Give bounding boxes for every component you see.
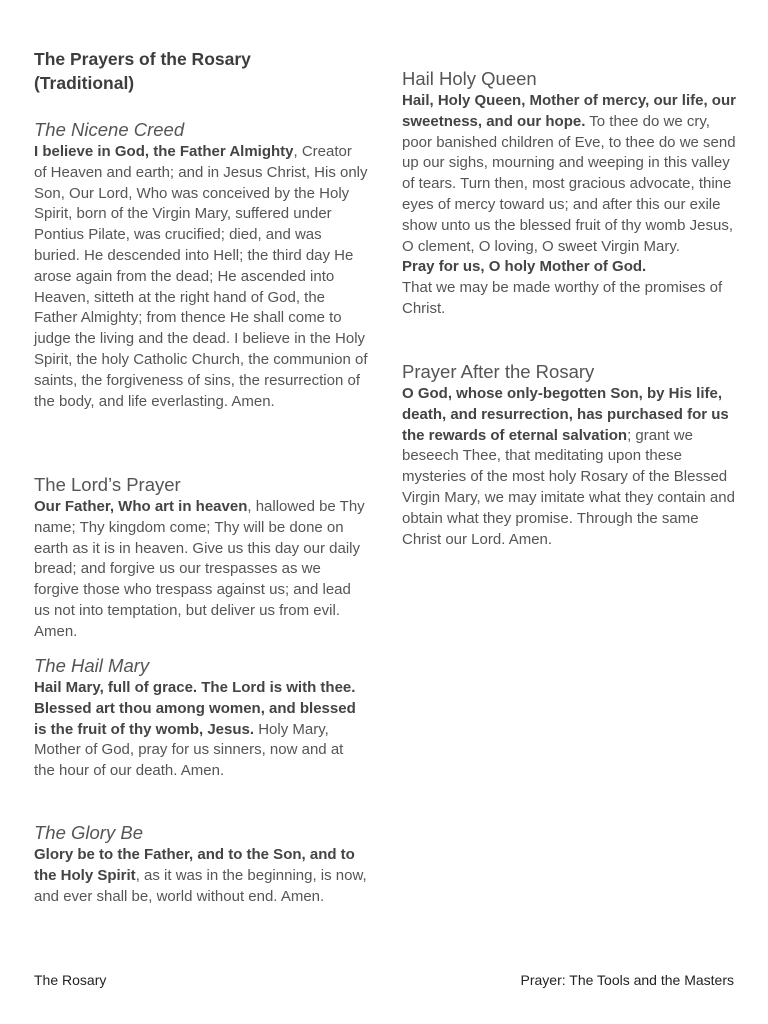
section-nicene-creed (34, 118, 368, 412)
prayer-text (402, 384, 738, 550)
prayer-body: Holy Mary, Mother of God, pray for us sinners, now and at the hour of our death. Amen. (34, 720, 344, 780)
prayer-text (34, 497, 368, 643)
section-lords-prayer (34, 473, 368, 643)
section-heading: The Lord’s Prayer (34, 474, 181, 495)
section-heading: The Hail Mary (34, 655, 150, 676)
prayer-text (34, 678, 368, 782)
document-title-line2: (Traditional) (34, 73, 135, 93)
section-hail-holy-queen (402, 67, 738, 320)
prayer-closing: That we may be made worthy of the promises of Christ. (402, 279, 723, 317)
prayer-text (402, 91, 738, 320)
section-prayer-after-rosary (402, 360, 738, 550)
section-heading: The Nicene Creed (34, 119, 185, 140)
section-hail-mary (34, 654, 368, 782)
prayer-text (34, 142, 368, 412)
prayer-text (34, 845, 368, 907)
prayer-opening: Our Father, Who art in heaven (34, 498, 248, 515)
footer-right: Prayer: The Tools and the Masters (520, 972, 734, 988)
prayer-body: To thee do we cry, poor banished children of Eve, to thee do we send up our sighs, mourning and weeping in this valley of tears. Turn then, most gracious advocate, thine eyes of mercy toward us; and after this our exile show unto us the blessed fruit of thy womb Jesus, O clement, O loving, O sweet Virgin Mary. (402, 112, 736, 255)
prayer-opening: Hail, Holy Queen, Mother of mercy, our life, our sweetness, and our hope. (402, 92, 736, 130)
prayer-body: ; grant we beseech Thee, that meditating upon these mysteries of the most holy Rosary of the Blessed Virgin Mary, we may imitate what they contain and obtain what they promise. Through the same Christ our Lord. Amen. (402, 426, 735, 548)
prayer-opening: I believe in God, the Father Almighty (34, 143, 294, 160)
prayer-body: , as it was in the beginning, is now, and ever shall be, world without end. Amen. (34, 866, 367, 905)
section-heading: Hail Holy Queen (402, 68, 537, 89)
section-glory-be (34, 821, 368, 907)
prayer-body: , hallowed be Thy name; Thy kingdom come; Thy will be done on earth as it is in heaven. Give us this day our daily bread; and forgive us our trespasses as we forgive those who trespass against us; and lead us not into temptation, but deliver us from evil. Amen. (34, 498, 365, 640)
section-heading: Prayer After the Rosary (402, 361, 595, 382)
footer-left: The Rosary (34, 972, 107, 988)
prayer-body: , Creator of Heaven and earth; and in Jesus Christ, His only Son, Our Lord, Who was conceived by the Holy Spirit, born of the Virgin Mary, suffered under Pontius Pilate, was crucified; died, and was buried. He descended into Hell; the third day He arose again from the dead; He ascended into Heaven, sitteth at the right hand of God, the Father Almighty; from thence He shall come to judge the living and the dead. I believe in the Holy Spirit, the holy Catholic Church, the communion of saints, the forgiveness of sins, the resurrection of the body, and life everlasting. Amen. (34, 143, 368, 410)
document-title-line1: The Prayers of the Rosary (34, 49, 251, 69)
prayer-response: Pray for us, O holy Mother of God. (402, 258, 647, 276)
prayer-opening: Hail Mary, full of grace. The Lord is with thee. Blessed art thou among women, and blessed is the fruit of thy womb, Jesus. (34, 679, 356, 738)
section-heading: The Glory Be (34, 822, 143, 843)
prayer-opening: O God, whose only-begotten Son, by His life, death, and resurrection, has purchased for us the rewards of eternal salvation (402, 385, 729, 444)
document-title (34, 47, 251, 95)
prayer-opening: Glory be to the Father, and to the Son, and to the Holy Spirit (34, 846, 355, 884)
